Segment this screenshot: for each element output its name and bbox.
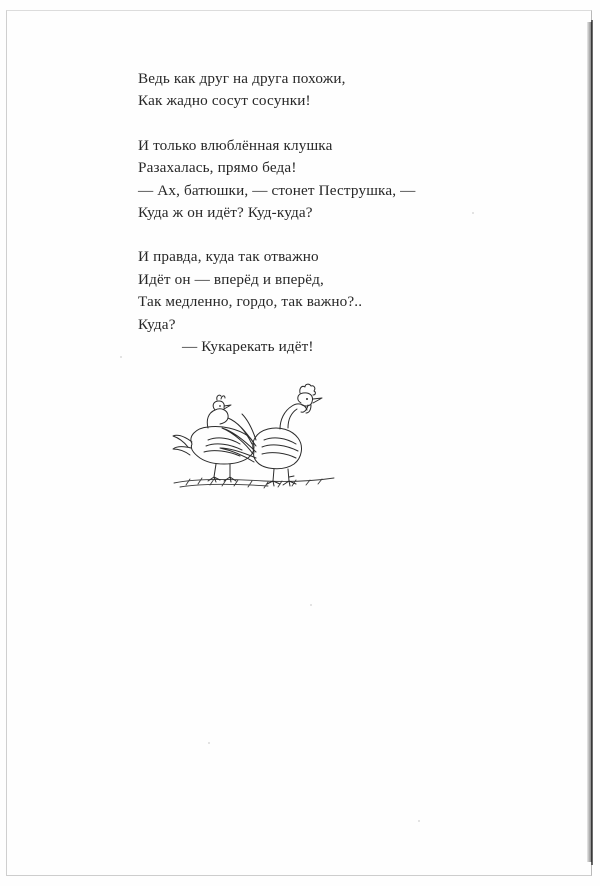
poem-stanza (138, 246, 468, 358)
scan-speck (120, 356, 122, 358)
poem-stanza (138, 68, 468, 113)
poem-line: Разахалась, прямо беда! (138, 159, 297, 177)
poem-line: Куда? (138, 315, 176, 333)
scan-speck (472, 212, 474, 214)
scan-speck (208, 742, 210, 744)
rooster-and-hen-vignette (168, 382, 348, 502)
scan-speck (310, 604, 312, 606)
poem-line: Так медленно, гордо, так важно?.. (138, 293, 363, 311)
poem-line: Как жадно сосут сосунки! (138, 92, 311, 110)
binding-gutter-shadow (587, 22, 592, 862)
scan-speck (418, 820, 420, 822)
poem-text-block (138, 68, 468, 358)
poem-line: И правда, куда так отважно (138, 248, 319, 266)
poem-line: — Кукарекать идёт! (182, 338, 314, 356)
poem-line: И только влюблённая клушка (138, 136, 333, 154)
poem-line: Куда ж он идёт? Куд-куда? (138, 204, 313, 222)
poem-line: Ведь как друг на друга похожи, (138, 70, 346, 87)
poem-stanza (138, 135, 468, 225)
poem-line: — Ах, батюшки, — стонет Пеструшка, — (138, 181, 416, 199)
poem-line: Идёт он — вперёд и вперёд, (138, 270, 324, 288)
